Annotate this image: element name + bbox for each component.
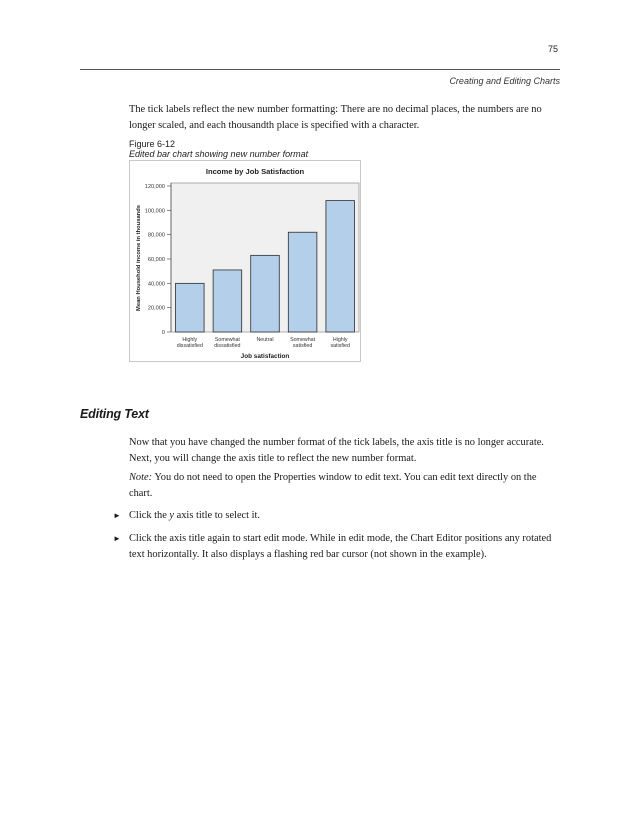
bullet-text-emphasis: y [169,510,175,521]
chart-title: Income by Job Satisfaction [205,167,305,176]
bullet-item [113,508,563,524]
y-tick-label: 20,000 [147,305,165,312]
section-paragraph: Now that you have changed the number format of the tick labels, the axis title is no longer accurate. Next, you will change the axis title to reflect the new number format. [129,437,544,464]
running-head: Creating and Editing Charts [449,76,560,86]
page-number: 75 [547,44,558,54]
figure-label: Figure 6-12 [129,139,176,149]
x-tick-label: Neutral [256,337,274,343]
x-tick-label: Highly [182,337,198,343]
y-tick-label: 100,000 [144,208,165,215]
x-tick-label: satisfied [292,343,313,349]
y-axis-title[interactable]: Mean Household income in thousands [136,205,142,311]
x-axis-title: Job satisfaction [240,353,290,360]
y-tick-label: 0 [161,330,165,336]
bullet-text [129,508,563,524]
bullet-arrow-icon: ► [113,534,121,543]
note-paragraph [129,470,561,501]
x-tick-label: Somewhat [214,337,240,343]
bar-chart-svg [129,160,369,365]
bullet-text-part: Click the [129,510,170,521]
x-tick-label: dissatisfied [214,343,241,349]
bar [326,201,355,332]
x-tick-label: satisfied [330,343,350,349]
bar-chart [129,160,369,365]
bullet-text-part: axis title to select it. [174,510,261,521]
note-label: Note: [129,472,153,483]
y-tick-label: 80,000 [147,232,165,239]
y-tick-label: 120,000 [144,184,165,190]
bar [251,255,280,332]
bullet-item [113,531,563,562]
bar [176,283,205,332]
bullet-arrow-icon: ► [113,511,121,520]
intro-paragraph: The tick labels reflect the new number formatting: There are no decimal places, the numbers are no longer scaled, and each thousandth place is specified with a character. [129,104,542,131]
note-text: You do not need to open the Properties window to edit text. You can edit text directly on the chart. [129,472,537,499]
section-heading: Editing Text [80,407,149,421]
y-tick-label: 60,000 [147,257,165,263]
bar [213,270,242,332]
y-tick-label: 40,000 [147,281,165,288]
header-rule [80,69,560,70]
x-tick-label: Somewhat [290,337,316,343]
x-tick-label: dissatisfied [176,343,203,349]
bullet-text: Click the axis title again to start edit mode. While in edit mode, the Chart Editor positions any rotated text horizontally. It also displays a flashing red bar cursor (not shown in the example). [129,533,552,560]
figure-caption: Edited bar chart showing new number format [129,149,309,159]
bar [288,232,317,332]
x-tick-label: Highly [332,337,348,343]
